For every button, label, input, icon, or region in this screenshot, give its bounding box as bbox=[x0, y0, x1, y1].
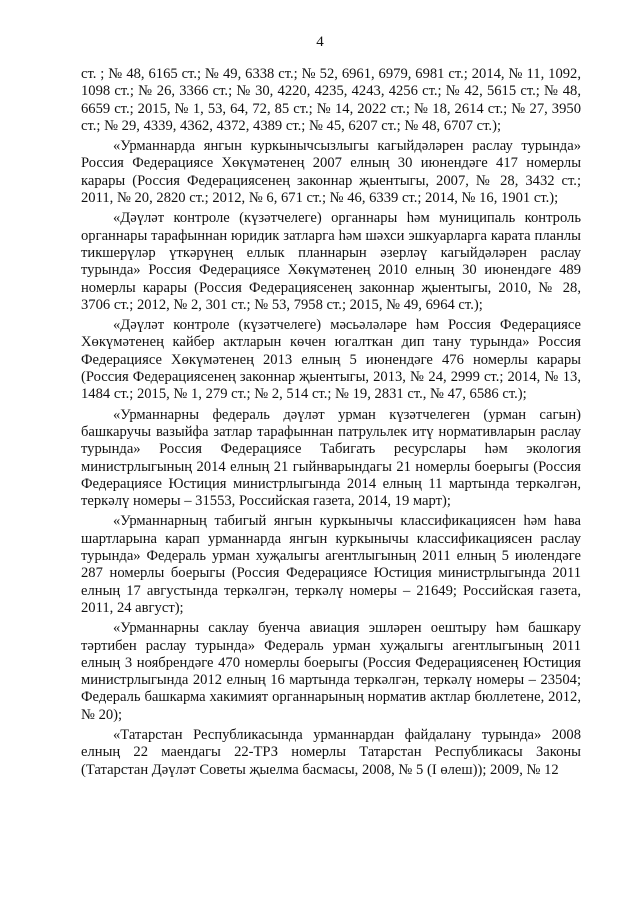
paragraph-state-control-issues: «Дәүләт контроле (күзәтчелеге) мәсьәләләре һәм Россия Федерациясе Хөкүмәтенең кайбер актларын көчен югалткан дип тану турында» Россия Федерациясе Хөкүмәтенең 2013 елның 5 июнендәге 476 номерлы карары (Россия Федерациясенең законнар җыентыгы, 2013, № 24, 2999 ст.; 2014, № 13, 1484 ст.; 2015, № 1, 279 ст.; № 2, 514 ст.; № 19, 2831 ст., № 47, 6586 ст.); bbox=[81, 317, 581, 403]
paragraph-continuation: ст. ; № 48, 6165 ст.; № 49, 6338 ст.; № 52, 6961, 6979, 6981 ст.; 2014, № 11, 1092, 1098 ст.; № 26, 3366 ст.; № 30, 4220, 4235, 4243, 4256 ст.; № 42, 5615 ст.; № 48, 6659 ст.; 2015, № 1, 53, 64, 72, 85 ст.; № 14, 2022 ст.; № 18, 2614 ст.; № 27, 3950 ст.; № 29, 4339, 4362, 4372, 4389 ст.; № 45, 6207 ст.; № 48, 6707 ст.); bbox=[81, 66, 581, 134]
document-body bbox=[81, 66, 581, 782]
paragraph-annual-inspection-plans: «Дәүләт контроле (күзәтчелеге) органнары һәм муниципаль контроль органнары тарафыннан юридик затларга һәм шәхси эшкуарларга карата планлы тикшерүләр үткәрүнең еллык планнарын әзерләү кагыйдәләрен раслау турында» Россия Федерациясе Хөкүмәтенең 2010 елның 30 июнендәге 489 номерлы карары (Россия Федерациясенең законнар җыентыгы, 2010, № 28, 3706 ст.; 2012, № 2, 301 ст.; № 53, 7958 ст.; 2015, № 49, 6964 ст.); bbox=[81, 210, 581, 313]
paragraph-fire-danger-classification: «Урманнарның табигый янгын куркынычы классификациясен һәм һава шартларына карап урманнарда янгын куркынычы классификациясен раслау турында» Федераль урман хуҗалыгы агентлыгының 2011 елның 5 июлендәге 287 номерлы боерыгы (Россия Федерациясе Юстиция министрлыгында 2011 елның 17 августында теркәлгән, теркәлү номеры – 21649; Российская газета, 2011, 24 август); bbox=[81, 513, 581, 616]
paragraph-aviation-works: «Урманнарны саклау буенча авиация эшләрен оештыру һәм башкару тәртибен раслау турында» Федераль урман хуҗалыгы агентлыгының 2011 елның 3 ноябрендәге 470 номерлы боерыгы (Россия Федерациясенең Юстиция министрлыгында 2012 елның 16 мартында теркәлгән, теркәлү номеры – 23504; Федераль башкарма хакимият органнарының норматив актлар бюллетене, 2012, № 20); bbox=[81, 620, 581, 723]
paragraph-patrol-norms: «Урманнарны федераль дәүләт урман күзәтчелеген (урман сагын) башкаручы вазыйфа затлар тарафыннан патрульлек итү нормативларын раслау турында» Россия Федерациясе Табигать ресурслары һәм экология министрлыгының 2014 елның 21 гыйнварындагы 21 номерлы боерыгы (Россия Федерациясе Юстиция министрлыгында 2014 елның 11 мартында теркәлгән, теркәлү номеры – 31553, Российская газета, 2014, 19 март); bbox=[81, 406, 581, 510]
page-number: 4 bbox=[316, 34, 324, 50]
paragraph-tatarstan-forest-law: «Татарстан Республикасында урманнардан файдалану турында» 2008 елның 22 маендагы 22-ТРЗ номерлы Татарстан Республикасы Законы (Татарстан Дәүләт Советы җыелма басмасы, 2008, № 5 (I өлеш)); 2009, № 12 bbox=[81, 726, 581, 778]
paragraph-fire-safety-rules: «Урманнарда янгын куркынычсызлыгы кагыйдәләрен раслау турында» Россия Федерациясе Хөкүмәтенең 2007 елның 30 июнендәге 417 номерлы карары (Россия Федерациясенең законнар җыентыгы, 2007, № 28, 3432 ст.; 2011, № 20, 2820 ст.; 2012, № 6, 671 ст.; № 46, 6339 ст.; 2014, № 16, 1901 ст.); bbox=[81, 138, 581, 207]
